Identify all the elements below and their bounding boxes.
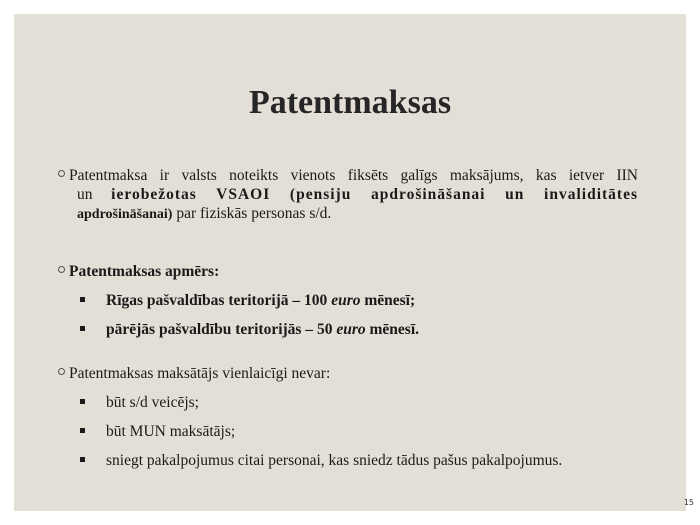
restriction-item (58, 393, 638, 412)
amount-item-riga (58, 291, 638, 310)
circle-bullet-icon (58, 266, 65, 273)
restrictions-heading-row (58, 364, 638, 383)
amount-item-text: Rīgas pašvaldības teritorijā – 100 (106, 292, 332, 309)
amount-item-other (58, 320, 638, 339)
definition-line-3 (58, 204, 638, 224)
circle-bullet-icon (58, 170, 65, 177)
paragraph-definition (58, 166, 638, 224)
square-bullet-icon (80, 457, 85, 462)
definition-bold-2: ierobežotas VSAOI (pensiju apdrošināšanai un invaliditātes (111, 186, 639, 203)
amount-item-currency: euro (331, 292, 361, 309)
square-bullet-icon (80, 326, 85, 331)
slide-title: Patentmaksas (248, 84, 452, 121)
page-number: 15 (683, 498, 694, 507)
amount-item-currency: euro (336, 321, 366, 338)
slide (14, 14, 686, 511)
circle-bullet-icon (58, 368, 65, 375)
restriction-item (58, 422, 638, 441)
square-bullet-icon (80, 297, 85, 302)
restriction-item-text: būt s/d veicējs; (106, 394, 199, 411)
definition-text-3: par fiziskās personas s/d. (172, 205, 332, 222)
restriction-item (58, 451, 638, 470)
amount-item-suffix: mēnesī; (360, 292, 416, 309)
paragraph-amount (58, 262, 638, 339)
restriction-item-text: būt MUN maksātājs; (106, 423, 236, 440)
restrictions-heading: Patentmaksas maksātājs vienlaicīgi nevar: (69, 365, 331, 382)
amount-heading: Patentmaksas apmērs: (69, 263, 220, 280)
definition-text-2: un (77, 186, 112, 203)
restriction-item-text: sniegt pakalpojumus citai personai, kas sniedz tādus pašus pakalpojumus. (106, 452, 563, 469)
definition-text-1: Patentmaksa ir valsts noteikts vienots fiksēts galīgs maksājums, kas ietver IIN (69, 167, 638, 184)
definition-bold-3: apdrošināšanai) (77, 207, 173, 222)
amount-item-suffix: mēnesī. (365, 321, 420, 338)
definition-line-1 (58, 166, 638, 185)
square-bullet-icon (80, 428, 85, 433)
amount-heading-row (58, 262, 638, 281)
definition-line-2 (58, 185, 638, 204)
paragraph-restrictions (58, 364, 638, 470)
amount-item-text: pārējās pašvaldību teritorijās – 50 (106, 321, 337, 338)
square-bullet-icon (80, 399, 85, 404)
